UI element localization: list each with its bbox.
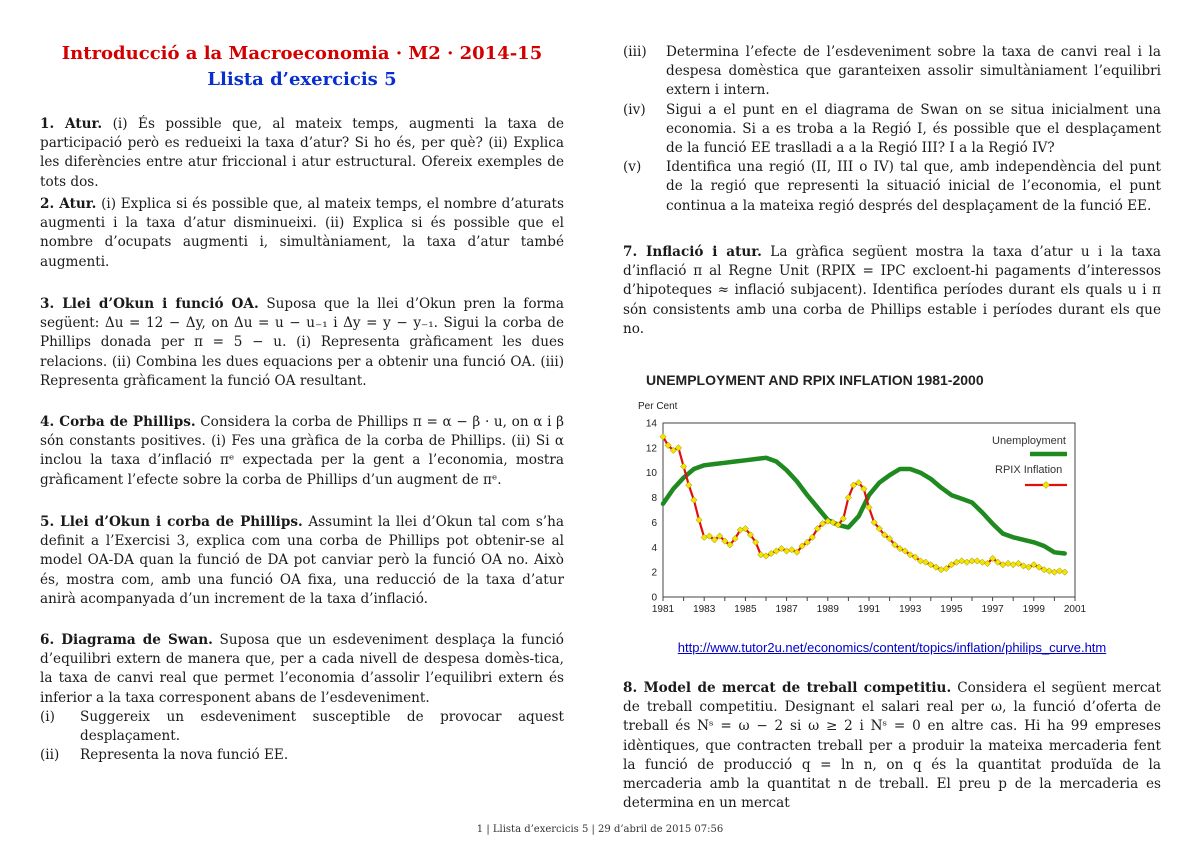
exercise-5-text: Assumint la llei d’Okun tal com s’ha definit a l’Exercisi 3, explica com una corba de Phillips pot obtenir-se al model OA-DA quan la funció de DA pot canviar però la funció OA no. Això és, mostra com, amb una funció OA fixa, una reducció de la taxa d’atur anirà acompanyada d’un increment de la taxa d’inflació. bbox=[40, 514, 564, 607]
exercise-7-heading: 7. Inflació i atur. bbox=[623, 244, 762, 260]
page-title: Introducció a la Macroeconomia · M2 · 2014-15 bbox=[61, 43, 543, 64]
page-subtitle: Llista d’exercicis 5 bbox=[207, 69, 397, 90]
x-tick-label: 2001 bbox=[1063, 604, 1087, 615]
list-item: (i) Suggereix un esdeveniment susceptible de provocar aquest desplaçament. bbox=[40, 708, 564, 745]
y-tick-label: 0 bbox=[651, 592, 657, 604]
y-tick-label: 10 bbox=[645, 468, 657, 480]
exercise-1-heading: 1. Atur. bbox=[40, 116, 103, 132]
x-tick-label: 1987 bbox=[775, 604, 798, 615]
exercise-8-heading: 8. Model de mercat de treball competitiu. bbox=[623, 680, 952, 696]
list-item: (ii) Representa la nova funció EE. bbox=[40, 747, 289, 764]
exercise-6 bbox=[40, 631, 564, 765]
exercise-8 bbox=[623, 679, 1161, 813]
list-item: (iv) Sigui a el punt en el diagrama de Swan on se situa inicialment una economia. Si a es troba a la Regió I, és possible que el desplaçament de la funció EE traslladi a a la Regió III? I a la Regió IV? bbox=[623, 101, 1161, 157]
x-tick-label: 1993 bbox=[899, 604, 922, 615]
list-item: (v) Identifica una regió (II, III o IV) tal que, amb independència del punt de la regió que representi la situació inicial de l’economia, el punt continua a la mateixa regió després del desplaçament de la funció EE. bbox=[623, 159, 1161, 214]
exercise-7-text: La gràfica següent mostra la taxa d’atur u i la taxa d’inflació π al Regne Unit (RPIX = IPC excloent-hi pagaments d’interessos d’hipoteques ≈ inflació subjacent). Identifica períodes durant els quals u i π són consistents amb una corba de Phillips estable i períodes durant els que no. bbox=[623, 244, 1161, 337]
exercise-4 bbox=[40, 413, 564, 490]
x-tick-label: 1985 bbox=[734, 604, 757, 615]
unemployment-inflation-chart bbox=[630, 365, 1090, 625]
exercise-4-text: Considera la corba de Phillips π = α − β · u, on α i β són constants positives. (i) Fes una gràfica de la corba de Phillips. (ii) Si α inclou la taxa d’inflació πᵉ expectada per la gent a l’economia, mostra gràficament l’efecte sobre la corba de Phillips d’un augment de πᵉ. bbox=[40, 414, 564, 488]
exercise-5 bbox=[40, 513, 564, 609]
exercise-3-heading: 3. Llei d’Okun i funció OA. bbox=[40, 296, 259, 312]
y-tick-label: 2 bbox=[651, 567, 657, 579]
exercise-6-text: Suposa que un esdeveniment desplaça la funció d’equilibri extern de manera que, per a cada nivell de despesa domès-tica, la taxa de canvi real que permet l’economia d’assolir l’equilibri extern és inferior a la taxa corresponent abans de l’esdeveniment. bbox=[40, 632, 564, 706]
y-axis-label: Per Cent bbox=[638, 401, 678, 412]
y-tick-label: 8 bbox=[651, 493, 657, 505]
y-tick-label: 6 bbox=[651, 517, 657, 529]
exercise-1 bbox=[40, 115, 564, 192]
x-tick-label: 1995 bbox=[940, 604, 963, 615]
exercise-5-heading: 5. Llei d’Okun i corba de Phillips. bbox=[40, 514, 303, 530]
exercise-3 bbox=[40, 295, 564, 391]
legend-rpix-label: RPIX Inflation bbox=[995, 464, 1063, 476]
y-tick-label: 4 bbox=[651, 542, 657, 554]
x-tick-label: 1997 bbox=[981, 604, 1004, 615]
exercise-6-heading: 6. Diagrama de Swan. bbox=[40, 632, 213, 648]
y-tick-label: 12 bbox=[645, 443, 657, 455]
y-tick-label: 14 bbox=[645, 418, 657, 430]
page-footer: 1 | Llista d’exercicis 5 | 29 d’abril de 2015 07:56 bbox=[476, 824, 724, 835]
x-tick-label: 1983 bbox=[693, 604, 716, 615]
exercise-7 bbox=[623, 243, 1161, 339]
exercise-4-heading: 4. Corba de Phillips. bbox=[40, 414, 196, 430]
x-tick-label: 1989 bbox=[816, 604, 839, 615]
exercise-8-text: Considera el següent mercat de treball competitiu. Designant el salari real per ω, la funció d’oferta de treball és Nˢ = ω − 2 si ω ≥ 2 i Nˢ = 0 en altre cas. Hi ha 99 empreses idèntiques, que contracten treball per a produir la mateixa mercaderia fent la funció de producció q = ln n, on q és la quantitat produïda de la mercaderia amb la quantitat n de treball. El preu p de la mercaderia es determina en un mercat bbox=[623, 680, 1161, 812]
x-tick-label: 1981 bbox=[651, 604, 675, 615]
legend-unemployment-label: Unemployment bbox=[992, 435, 1066, 447]
list-item: (iii) Determina l’efecte de l’esdeveniment sobre la taxa de canvi real i la despesa domèstica que garanteixen assolir simultàniament l’equilibri extern i intern. bbox=[623, 44, 1161, 99]
x-tick-label: 1999 bbox=[1022, 604, 1045, 615]
exercise-3-text: Suposa que la llei d’Okun pren la forma següent: Δu = 12 − Δy, on Δu = u − u₋₁ i Δy = y − y₋₁. Sigui la corba de Phillips donada per π = 5 − u. (i) Representa gràficament les dues relacions. (ii) Combina les dues equacions per a obtenir una funció OA. (iii) Representa gràficament la funció OA resultant. bbox=[40, 296, 565, 389]
exercise-6-continued bbox=[623, 43, 1161, 216]
exercise-2-text: (i) Explica si és possible que, al mateix temps, el nombre d’aturats augmenti i la taxa d’atur disminueixi. (ii) Explica si és possible que el nombre d’ocupats augmenti i, simultàniament, la taxa d’atur també augmenti. bbox=[40, 196, 564, 270]
chart-title: UNEMPLOYMENT AND RPIX INFLATION 1981-2000 bbox=[646, 372, 984, 388]
exercise-2-heading: 2. Atur. bbox=[40, 196, 97, 212]
exercise-2 bbox=[40, 195, 564, 272]
exercise-1-text: (i) És possible que, al mateix temps, augmenti la taxa de participació però es redueixi la taxa d’atur? Si ho és, per què? (ii) Explica les diferències entre atur friccional i atur estructural. Ofereix exemples de tots dos. bbox=[40, 116, 564, 190]
source-link[interactable]: http://www.tutor2u.net/economics/content/topics/inflation/philips_curve.htm bbox=[677, 640, 1107, 655]
x-tick-label: 1991 bbox=[857, 604, 881, 615]
